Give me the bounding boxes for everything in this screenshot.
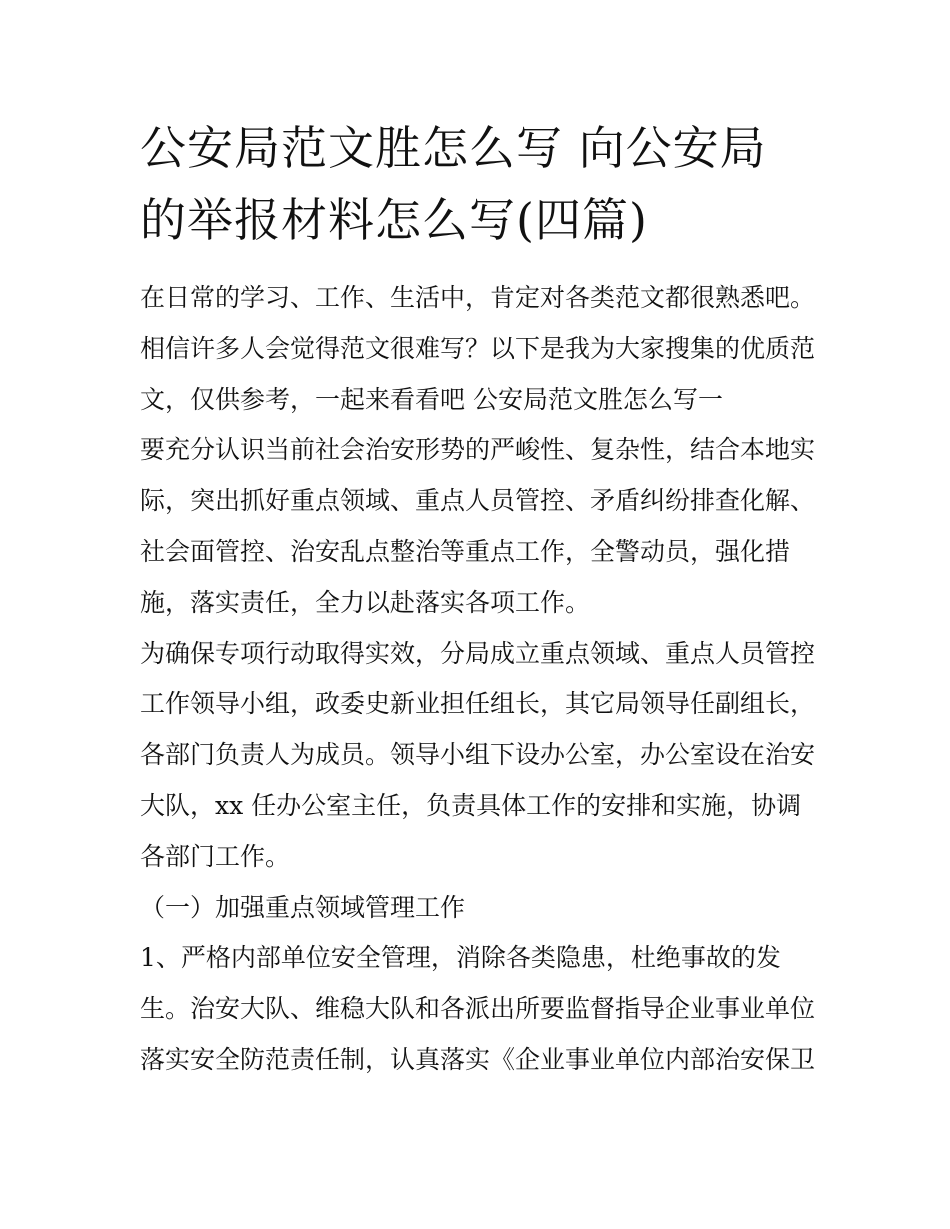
body-line: 1、严格内部单位安全管理，消除各类隐患，杜绝事故的发 (140, 943, 781, 973)
body-line: 各部门负责人为成员。领导小组下设办公室，办公室设在治安 (140, 740, 816, 770)
document-title (140, 112, 830, 256)
section-heading: （一）加强重点领域管理工作 (140, 892, 466, 922)
body-line: 大队，xx 任办公室主任，负责具体工作的安排和实施，协调 (140, 790, 802, 820)
body-line: 为确保专项行动取得实效，分局成立重点领域、重点人员管控 (140, 638, 816, 668)
body-line: 落实安全防范责任制，认真落实《企业事业单位内部治安保卫 (140, 1044, 816, 1074)
body-line: 相信许多人会觉得范文很难写？以下是我为大家搜集的优质范 (140, 333, 816, 363)
body-line: 社会面管控、治安乱点整治等重点工作，全警动员，强化措 (140, 536, 791, 566)
document-body (140, 273, 820, 1086)
body-line: 际，突出抓好重点领域、重点人员管控、矛盾纠纷排查化解、 (140, 486, 816, 516)
body-line: 工作领导小组，政委史新业担任组长，其它局领导任副组长， (140, 689, 816, 719)
body-line: 要充分认识当前社会治安形势的严峻性、复杂性，结合本地实 (140, 435, 816, 465)
body-line: 各部门工作。 (140, 841, 291, 871)
body-line: 文，仅供参考，一起来看看吧 公安局范文胜怎么写一 (140, 384, 723, 414)
body-line: 在日常的学习、工作、生活中，肯定对各类范文都很熟悉吧。 (140, 283, 816, 312)
title-line: 公安局范文胜怎么写 向公安局 (140, 121, 767, 175)
body-line: 生。治安大队、维稳大队和各派出所要监督指导企业事业单位 (140, 994, 816, 1024)
body-line: 施，落实责任，全力以赴落实各项工作。 (140, 587, 591, 617)
title-line: 的举报材料怎么写(四篇) (140, 193, 648, 247)
